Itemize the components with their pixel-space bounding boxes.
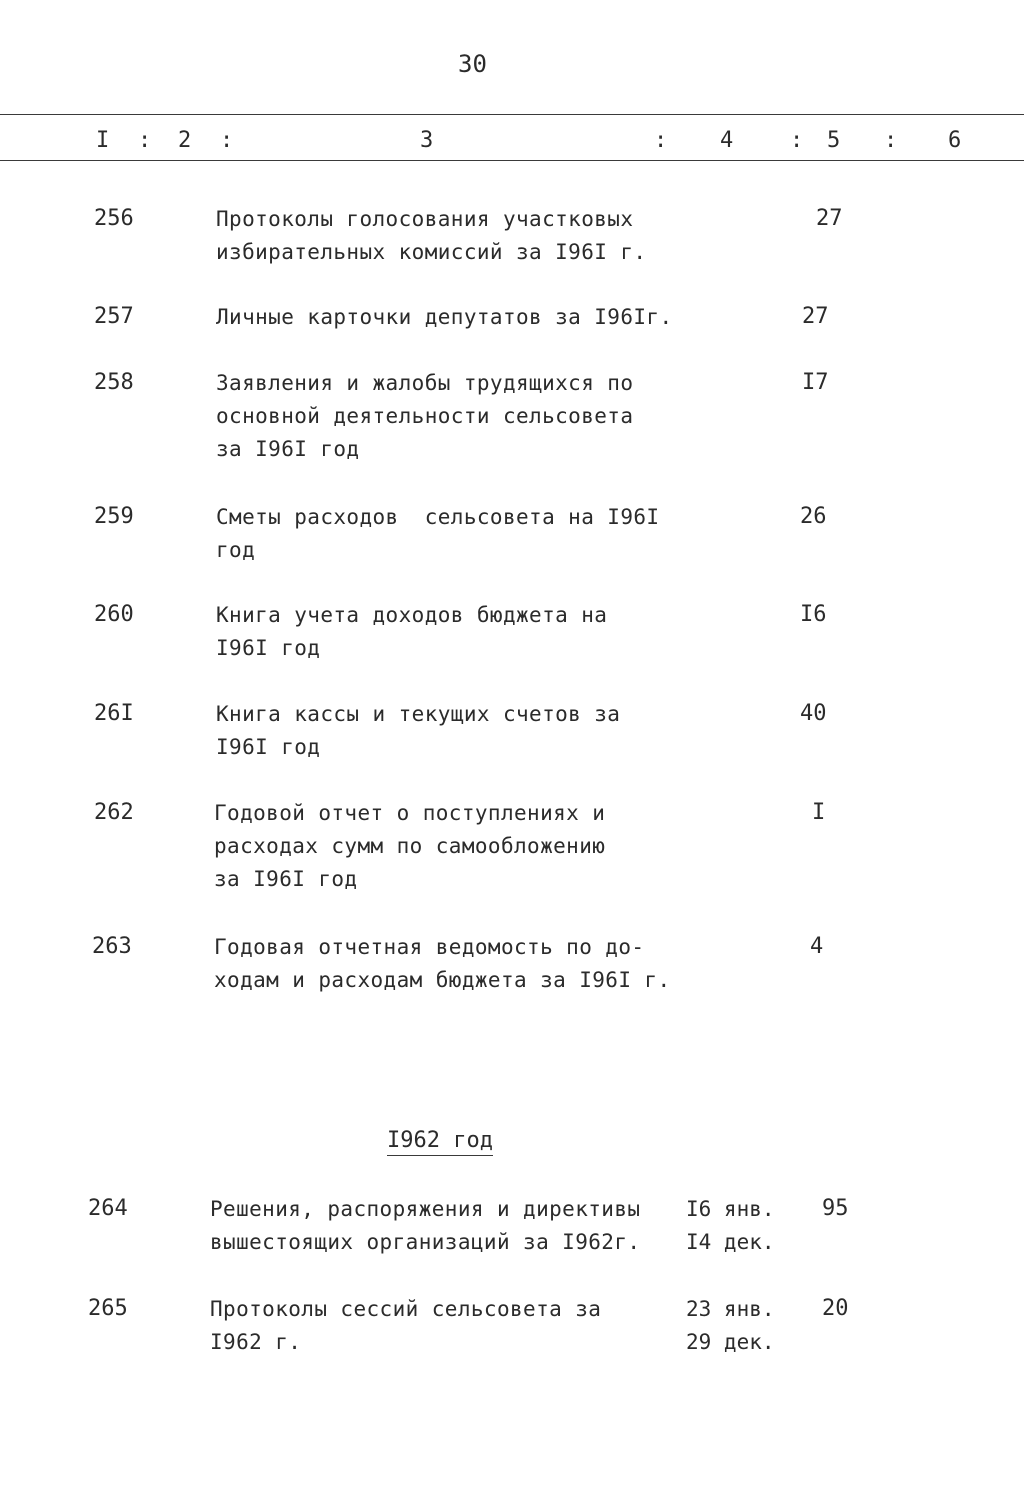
entry-title-line: Протоколы сессий сельсовета за	[210, 1297, 602, 1321]
entry-number: 264	[88, 1196, 128, 1221]
entry-number: 259	[94, 504, 134, 529]
entry-dates	[686, 1193, 775, 1259]
entry-sheets: I	[812, 800, 826, 825]
entry-title-line: год	[216, 538, 256, 562]
entry-sheets: 26	[800, 504, 827, 529]
entry-title-line: основной деятельности сельсовета	[216, 404, 634, 428]
entry-title-line: Сметы расходов сельсовета на I96I	[216, 505, 660, 529]
entry-title	[216, 698, 620, 764]
entry-sheets: I7	[802, 370, 829, 395]
header-col-1: I	[96, 128, 110, 153]
entry-title-line: избирательных комиссий за I96I г.	[216, 240, 647, 264]
entry-end-date: I4 дек.	[686, 1230, 775, 1254]
header-bottom-rule	[0, 160, 1024, 161]
entry-title-line: Годовая отчетная ведомость по до-	[214, 935, 645, 959]
entry-sheets: I6	[800, 602, 827, 627]
header-top-rule	[0, 114, 1024, 115]
entry-title-line: Протоколы голосования участковых	[216, 207, 634, 231]
entry-start-date: I6 янв.	[686, 1197, 775, 1221]
entry-end-date: 29 дек.	[686, 1330, 775, 1354]
entry-number: 265	[88, 1296, 128, 1321]
header-separator: :	[220, 128, 234, 153]
entry-title-line: Решения, распоряжения и директивы	[210, 1197, 641, 1221]
entry-title	[214, 797, 605, 896]
entry-number: 257	[94, 304, 134, 329]
entry-title	[216, 301, 673, 334]
header-separator: :	[654, 128, 668, 153]
entry-sheets: 4	[810, 934, 824, 959]
entry-number: 26I	[94, 701, 134, 726]
entry-title-line: I962 г.	[210, 1330, 302, 1354]
entry-title-line: Личные карточки депутатов за I96Iг.	[216, 305, 673, 329]
entry-start-date: 23 янв.	[686, 1297, 775, 1321]
entry-title-line: Годовой отчет о поступлениях и	[214, 801, 606, 825]
entry-number: 263	[92, 934, 132, 959]
header-separator: :	[138, 128, 152, 153]
entry-sheets: 27	[802, 304, 829, 329]
entry-title-line: I96I год	[216, 735, 321, 759]
entry-sheets: 40	[800, 701, 827, 726]
entry-title-line: Книга кассы и текущих счетов за	[216, 702, 621, 726]
entry-title-line: расходах сумм по самообложению	[214, 834, 606, 858]
entry-title-line: вышестоящих организаций за I962г.	[210, 1230, 641, 1254]
entry-title-line: ходам и расходам бюджета за I96I г.	[214, 968, 671, 992]
entry-title	[210, 1293, 601, 1359]
header-col-2: 2	[178, 128, 192, 153]
entry-title	[210, 1193, 640, 1259]
entry-dates	[686, 1293, 775, 1359]
entry-sheets: 27	[816, 206, 843, 231]
header-separator: :	[790, 128, 804, 153]
entry-title-line: за I96I год	[216, 437, 360, 461]
header-col-5: 5	[827, 128, 841, 153]
entry-title-line: за I96I год	[214, 867, 358, 891]
header-separator: :	[884, 128, 898, 153]
entry-number: 256	[94, 206, 134, 231]
entry-title	[216, 203, 646, 269]
entry-sheets: 95	[822, 1196, 849, 1221]
entry-number: 262	[94, 800, 134, 825]
entry-sheets: 20	[822, 1296, 849, 1321]
entry-title-line: Книга учета доходов бюджета на	[216, 603, 608, 627]
entry-number: 258	[94, 370, 134, 395]
year-heading: I962 год	[387, 1128, 493, 1156]
entry-title	[216, 501, 659, 567]
page-number: 30	[458, 50, 487, 78]
header-col-6: 6	[948, 128, 962, 153]
entry-title-line: I96I год	[216, 636, 321, 660]
entry-title	[216, 599, 607, 665]
entry-title-line: Заявления и жалобы трудящихся по	[216, 371, 634, 395]
header-col-3: 3	[420, 128, 434, 153]
entry-title	[214, 931, 671, 997]
entry-number: 260	[94, 602, 134, 627]
header-col-4: 4	[720, 128, 734, 153]
entry-title	[216, 367, 633, 466]
